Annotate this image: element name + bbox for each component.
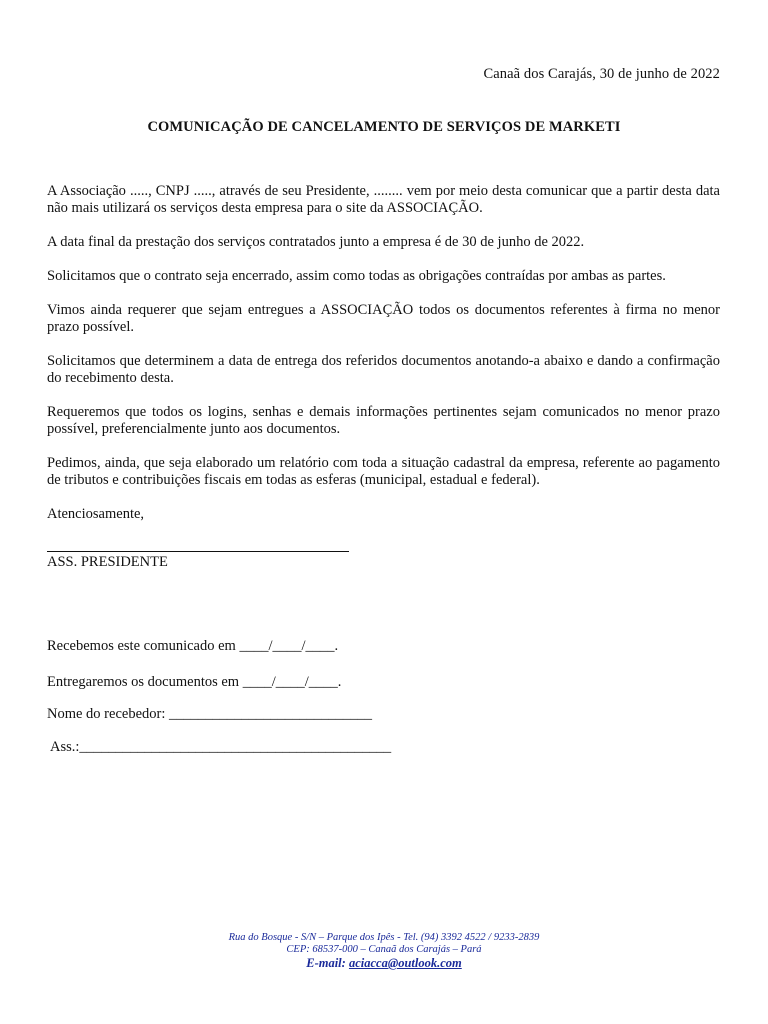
- letterhead-footer: [0, 932, 768, 970]
- date-line: Canaã dos Carajás, 30 de junho de 2022: [483, 66, 720, 82]
- footer-email-label: E-mail:: [306, 956, 346, 970]
- paragraph-logins-request: Requeremos que todos os logins, senhas e demais informações pertinentes sejam comunicados no menor prazo possível, preferencialmente junto aos documentos.: [47, 404, 720, 437]
- paragraph-contract-termination: Solicitamos que o contrato seja encerrado, assim como todas as obrigações contraídas por ambas as partes.: [47, 268, 666, 284]
- footer-address: Rua do Bosque - S/N – Parque dos Ipês - Tel. (94) 3392 4522 / 9233-2839: [228, 932, 540, 943]
- recipient-name-line: Nome do recebedor: ____________________________: [47, 706, 372, 722]
- recipient-signature-line: Ass.:___________________________________________: [50, 739, 392, 755]
- received-date-line: Recebemos este comunicado em ____/____/____.: [47, 638, 339, 654]
- footer-email-row: [0, 956, 768, 970]
- signature-line: [47, 551, 349, 552]
- letter-body: [47, 183, 720, 540]
- signature-label: ASS. PRESIDENTE: [47, 554, 168, 570]
- footer-email-link[interactable]: aciacca@outlook.com: [348, 956, 462, 970]
- paragraph-documents-request: Vimos ainda requerer que sejam entregues a ASSOCIAÇÃO todos os documentos referentes à firma no menor prazo possível.: [47, 302, 720, 335]
- footer-cep: CEP: 68537-000 – Canaã dos Carajás – Pará: [286, 944, 482, 955]
- paragraph-tax-report: Pedimos, ainda, que seja elaborado um relatório com toda a situação cadastral da empresa, referente ao pagamento de tributos e contribuições fiscais em todas as esferas (municipal, estadual e federal).: [47, 455, 720, 488]
- paragraph-delivery-date: Solicitamos que determinem a data de entrega dos referidos documentos anotando-a abaixo e dando a confirmação do recebimento desta.: [47, 353, 720, 386]
- paragraph-association-notice: A Associação ....., CNPJ ....., através de seu Presidente, ........ vem por meio desta comunicar que a partir desta data não mais utilizará os serviços desta empresa para o site da ASSOCIAÇÃO.: [47, 183, 720, 216]
- document-title: COMUNICAÇÃO DE CANCELAMENTO DE SERVIÇOS DE MARKETI: [147, 119, 621, 135]
- paragraph-final-date: A data final da prestação dos serviços contratados junto a empresa é de 30 de junho de 2022.: [47, 234, 585, 250]
- closing-salutation: Atenciosamente,: [47, 506, 145, 522]
- delivery-date-line: Entregaremos os documentos em ____/____/____.: [47, 674, 342, 690]
